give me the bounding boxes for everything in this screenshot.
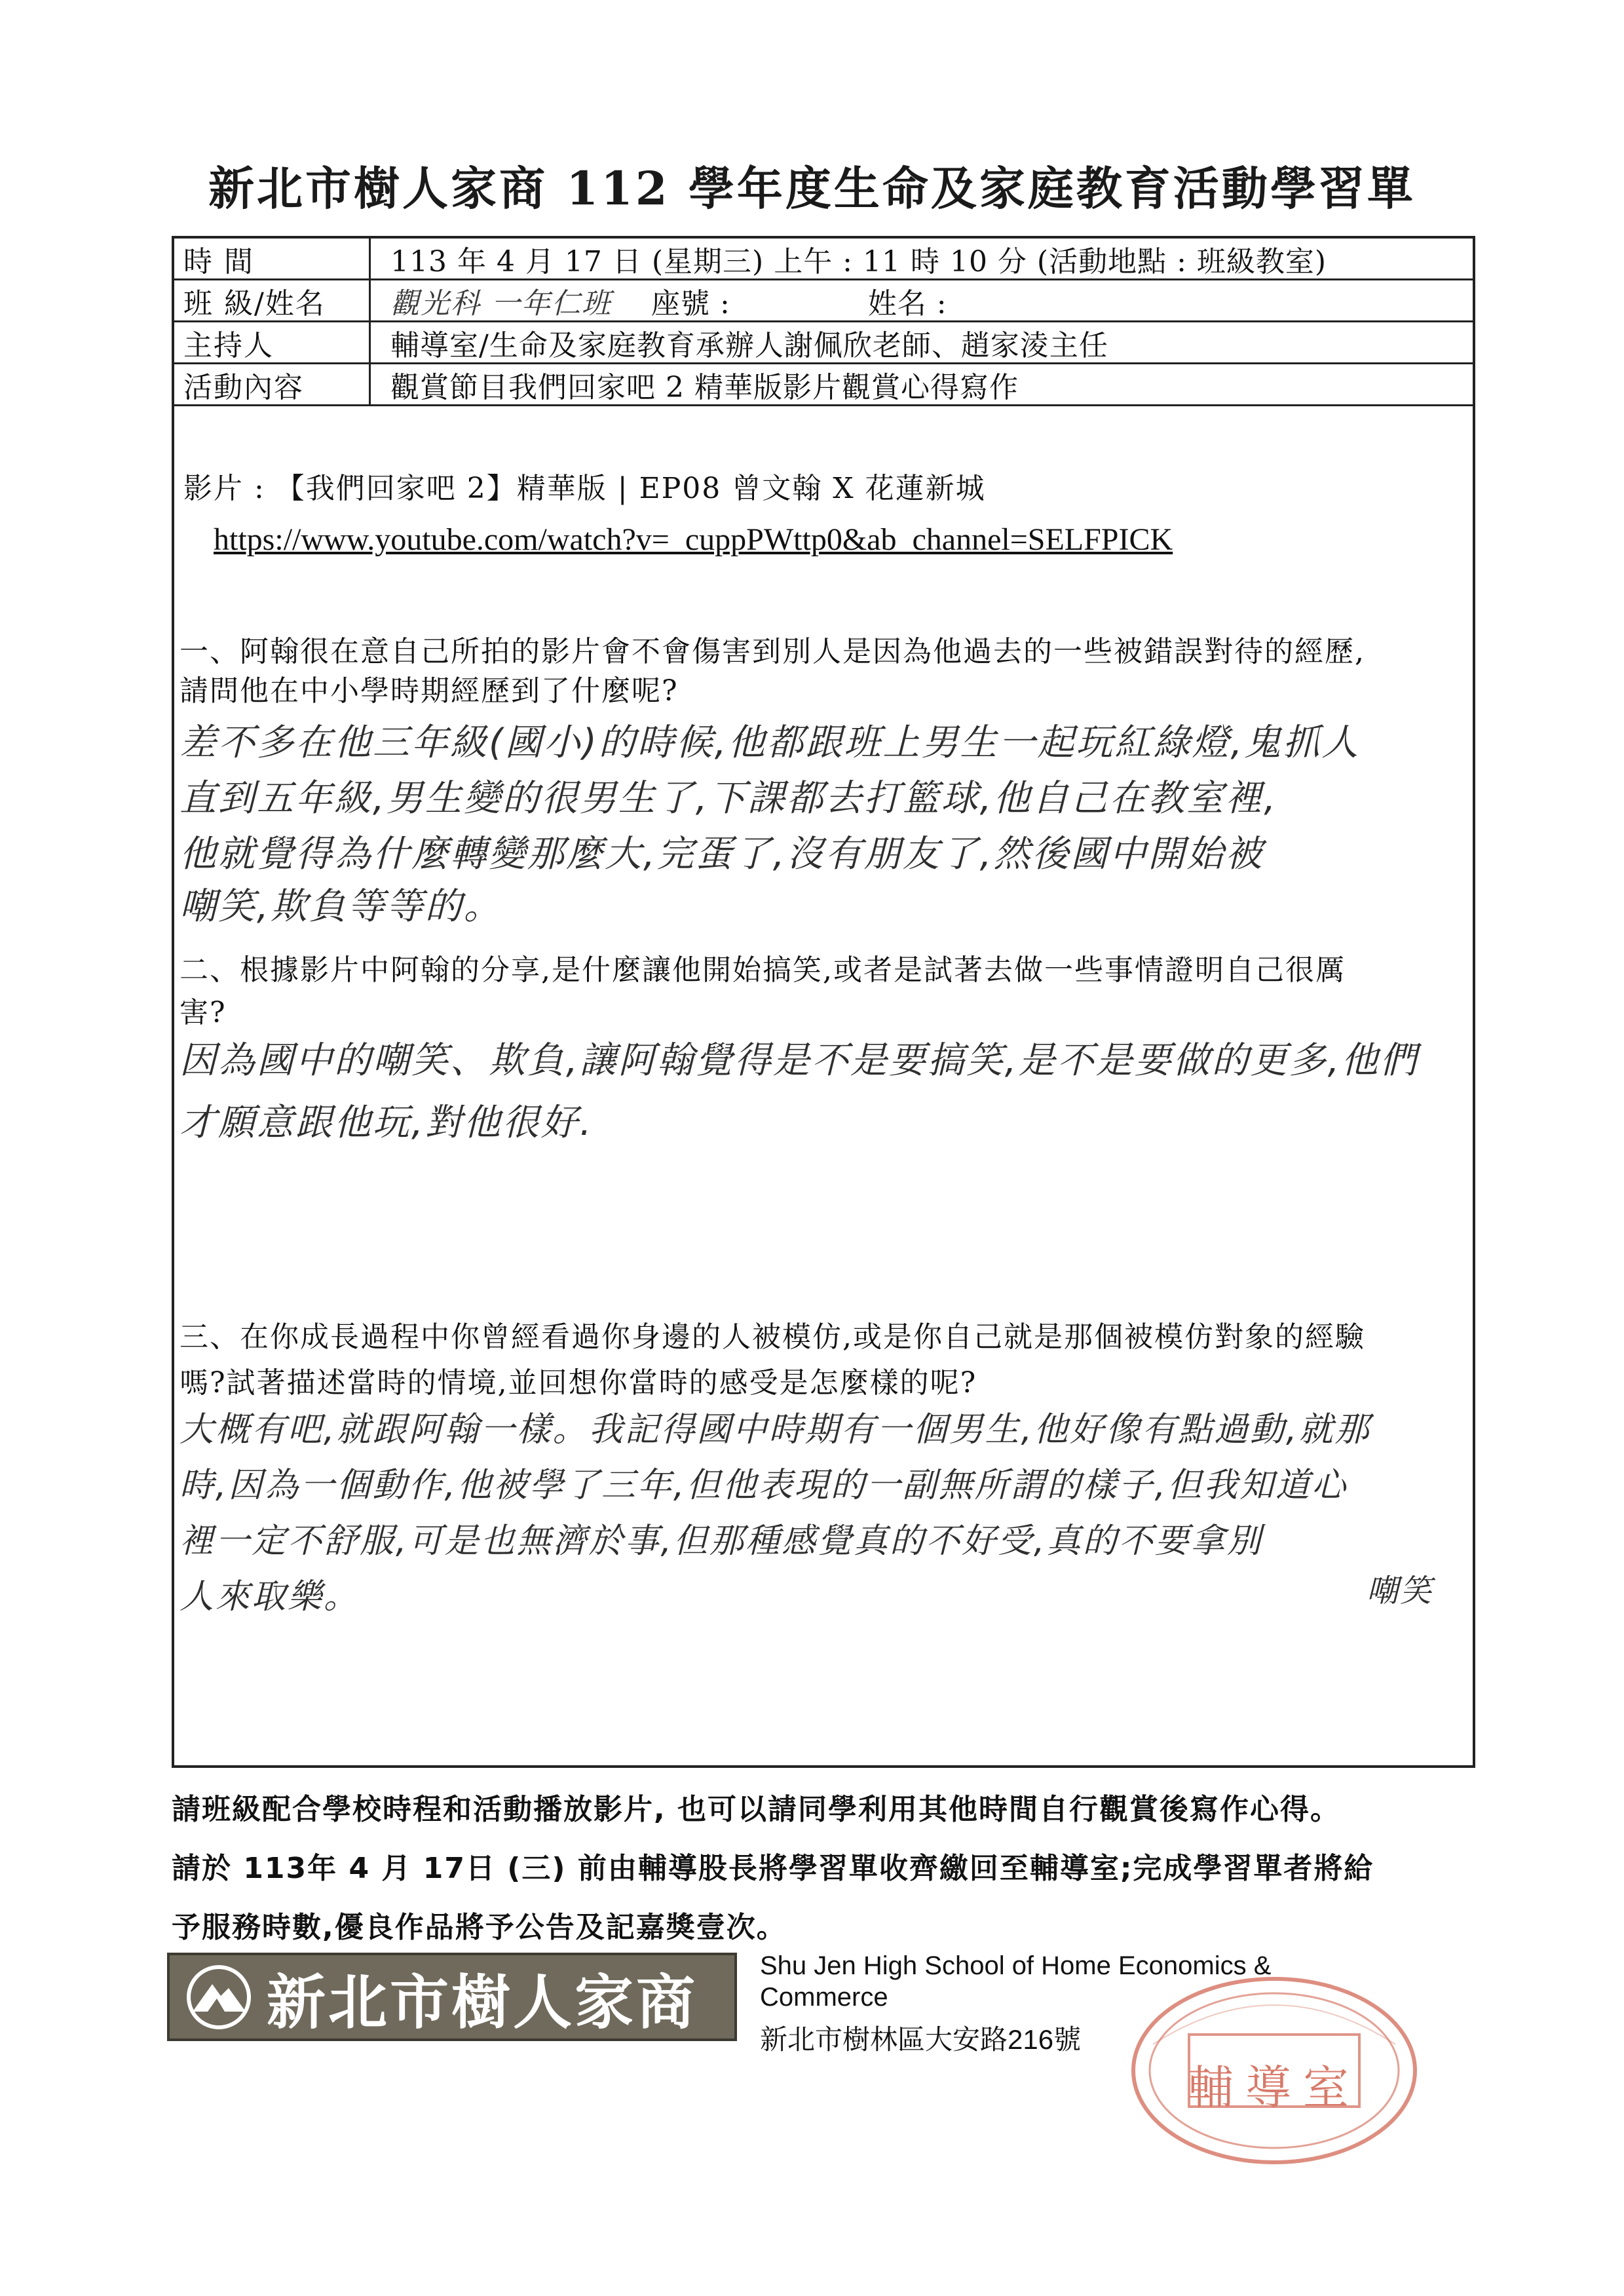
time-value: 113 年 4 月 17 日 (星期三) 上午 : 11 時 10 分 (活動地點 : 班級教室) — [390, 244, 1327, 278]
content-label: 活動內容 — [174, 364, 371, 404]
stamp-text: 輔導室 — [1188, 2061, 1361, 2114]
counseling-office-stamp — [1127, 1972, 1422, 2169]
q3-answer-line: 時,因為一個動作,他被學了三年,但他表現的一副無所謂的樣子,但我知道心 — [179, 1466, 1348, 1505]
worksheet-form — [172, 236, 1475, 1768]
instruction-line: 予服務時數,優良作品將予公告及記嘉獎壹次。 — [172, 1911, 787, 1944]
q2-line1: 二、根據影片中阿翰的分享,是什麼讓他開始搞笑,或者是試著去做一些事情證明自己很厲 — [179, 953, 1346, 987]
q1-answer-line: 他就覺得為什麼轉變那麼大,完蛋了,沒有朋友了,然後國中開始被 — [179, 833, 1264, 875]
school-logo — [167, 1953, 737, 2041]
q1-line1: 一、阿翰很在意自己所拍的影片會不會傷害到別人是因為他過去的一些被錯誤對待的經歷, — [179, 635, 1365, 668]
instruction-line: 請於 113年 4 月 17日 (三) 前由輔導股長將學習單收齊繳回至輔導室;完成學習單者將給 — [172, 1852, 1374, 1885]
name-label: 姓名 : — [867, 286, 947, 320]
q2-answer-line: 因為國中的嘲笑、欺負,讓阿翰覺得是不是要搞笑,是不是要做的更多,他們 — [179, 1039, 1419, 1082]
school-english-name: Shu Jen High School of Home Economics & — [760, 1951, 1272, 1980]
video-line: 影片 : 【我們回家吧 2】精華版 | EP08 曾文翰 X 花蓮新城 — [183, 472, 986, 505]
q1-answer-line: 差不多在他三年級(國小)的時候,他都跟班上男生一起玩紅綠燈,鬼抓人 — [179, 721, 1361, 764]
class-value-handwritten: 觀光科 一年仁班 — [390, 286, 612, 320]
time-label: 時 間 — [174, 239, 371, 278]
school-english-name-cont: Commerce — [760, 1983, 888, 2012]
video-url: https://www.youtube.com/watch?v=_cuppPWttp0&ab_channel=SELFPICK — [214, 522, 1173, 557]
q3-answer-line: 裡一定不舒服,可是也無濟於事,但那種感覺真的不好受,真的不要拿別 — [179, 1521, 1263, 1561]
row-class-name — [174, 280, 1473, 322]
page-title: 新北市樹人家商 112 學年度生命及家庭教育活動學習單 — [208, 161, 1416, 216]
row-content — [174, 364, 1473, 406]
instruction-line: 請班級配合學校時程和活動播放影片, 也可以請同學利用其他時間自行觀賞後寫作心得。 — [172, 1793, 1341, 1826]
content-value: 觀賞節目我們回家吧 2 精華版影片觀賞心得寫作 — [390, 370, 1019, 404]
q3-insert-note: 嘲笑 — [1367, 1573, 1434, 1609]
q3-line2: 嗎?試著描述當時的情境,並回想你當時的感受是怎麼樣的呢? — [179, 1366, 977, 1400]
q1-answer-line: 直到五年級,男生變的很男生了,下課都去打籃球,他自己在教室裡, — [179, 777, 1278, 820]
row-time — [174, 239, 1473, 280]
q3-answer-line: 人來取樂。 — [179, 1577, 360, 1617]
seat-label: 座號 : — [651, 286, 730, 320]
row-host — [174, 322, 1473, 364]
host-label: 主持人 — [174, 322, 371, 362]
school-address: 新北市樹林區大安路216號 — [760, 2024, 1082, 2055]
q1-line2: 請問他在中小學時期經歷到了什麼呢? — [179, 674, 679, 708]
class-name-value — [371, 280, 1473, 320]
q2-answer-line: 才願意跟他玩,對他很好. — [179, 1101, 594, 1144]
q2-line2: 害? — [179, 996, 227, 1029]
q3-line1: 三、在你成長過程中你曾經看過你身邊的人被模仿,或是你自己就是那個被模仿對象的經驗 — [179, 1320, 1365, 1354]
class-name-label: 班 級/姓名 — [174, 280, 371, 320]
host-value: 輔導室/生命及家庭教育承辦人謝佩欣老師、趙家淩主任 — [390, 328, 1108, 362]
q3-answer-line: 大概有吧,就跟阿翰一樣。我記得國中時期有一個男生,他好像有點過動,就那 — [179, 1410, 1371, 1449]
mountain-emblem-icon — [183, 1964, 255, 2030]
logo-text: 新北市樹人家商 — [267, 1968, 698, 2037]
q1-answer-line: 嘲笑,欺負等等的。 — [179, 885, 502, 928]
